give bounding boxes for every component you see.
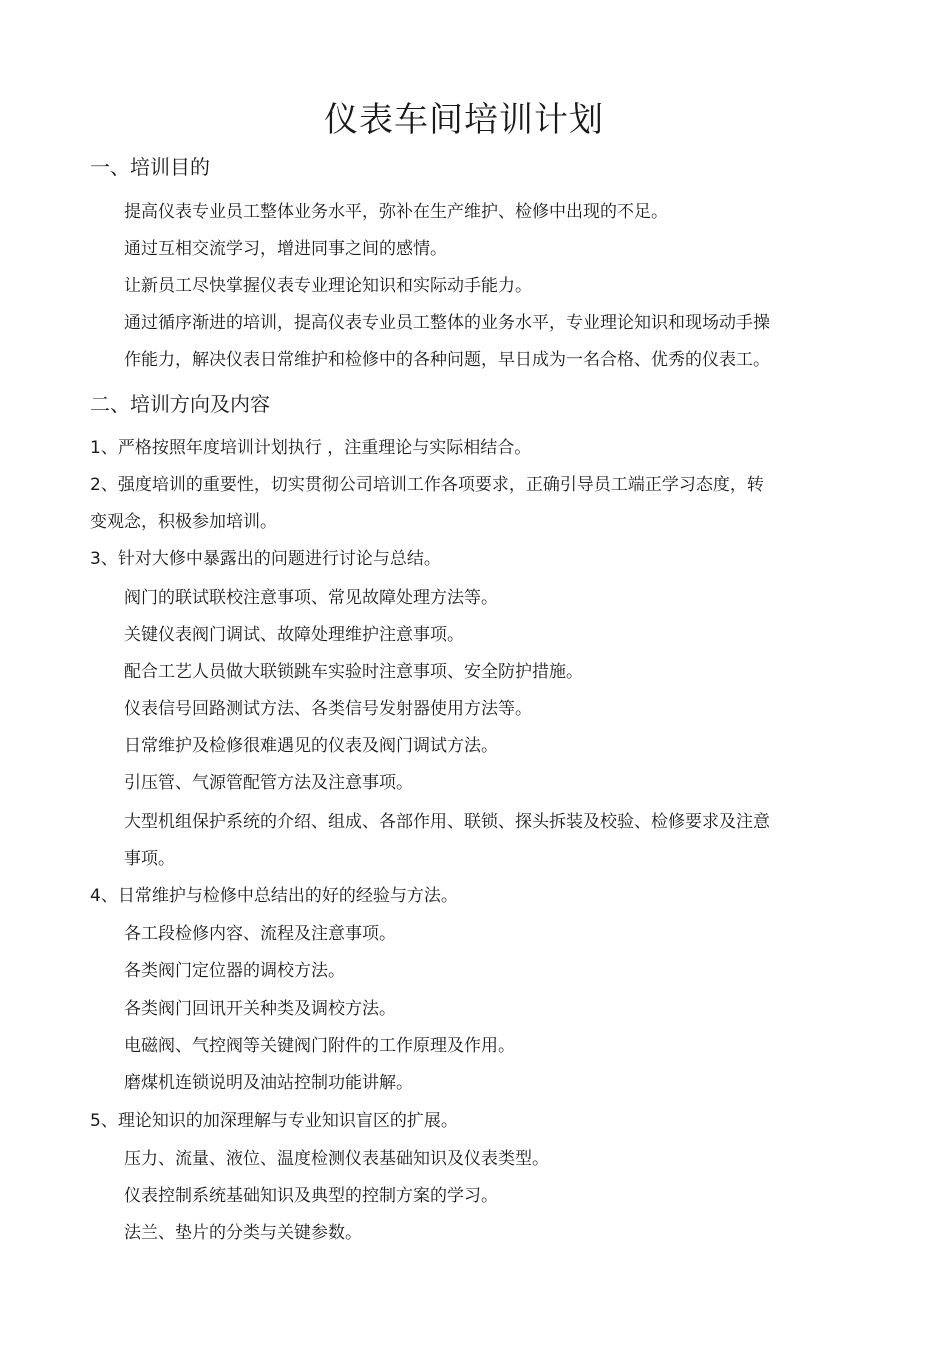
item-5-line-3: 法兰、垫片的分类与关键参数。 xyxy=(124,1223,362,1243)
item-5-line-2: 仪表控制系统基础知识及典型的控制方案的学习。 xyxy=(124,1186,498,1206)
purpose-line-1: 提高仪表专业员工整体业务水平，弥补在生产维护、检修中出现的不足。 xyxy=(124,202,668,222)
item-4-line-5: 磨煤机连锁说明及油站控制功能讲解。 xyxy=(124,1073,413,1093)
item-5-line-1: 压力、流量、液位、温度检测仪表基础知识及仪表类型。 xyxy=(124,1149,549,1169)
item-3-line-2: 关键仪表阀门调试、故障处理维护注意事项。 xyxy=(124,625,464,645)
section-heading-content: 二、培训方向及内容 xyxy=(90,392,270,416)
item-3-line-1: 阀门的联试联校注意事项、常见故障处理方法等。 xyxy=(124,588,498,608)
item-4-line-3: 各类阀门回讯开关种类及调校方法。 xyxy=(124,999,396,1019)
item-3-line-7: 大型机组保护系统的介绍、组成、各部作用、联锁、探头拆装及校验、检修要求及注意 xyxy=(124,812,770,832)
content-item-2-line-2: 变观念，积极参加培训。 xyxy=(90,512,277,532)
purpose-line-3: 让新员工尽快掌握仪表专业理论知识和实际动手能力。 xyxy=(124,276,532,296)
item-3-line-4: 仪表信号回路测试方法、各类信号发射器使用方法等。 xyxy=(124,699,532,719)
section-heading-purpose: 一、培训目的 xyxy=(90,155,210,179)
purpose-line-5: 作能力，解决仪表日常维护和检修中的各种问题，早日成为一名合格、优秀的仪表工。 xyxy=(124,350,770,370)
item-3-line-3: 配合工艺人员做大联锁跳车实验时注意事项、安全防护措施。 xyxy=(124,662,583,682)
item-3-line-6: 引压管、气源管配管方法及注意事项。 xyxy=(124,773,413,793)
content-item-2-line-1: 2、强度培训的重要性，切实贯彻公司培训工作各项要求，正确引导员工端正学习态度，转 xyxy=(90,475,764,495)
content-item-5-heading: 5、理论知识的加深理解与专业知识盲区的扩展。 xyxy=(90,1111,458,1131)
purpose-line-4: 通过循序渐进的培训，提高仪表专业员工整体的业务水平，专业理论知识和现场动手操 xyxy=(124,313,770,333)
item-4-line-2: 各类阀门定位器的调校方法。 xyxy=(124,961,345,981)
item-3-line-8: 事项。 xyxy=(124,849,175,869)
item-3-line-5: 日常维护及检修很难遇见的仪表及阀门调试方法。 xyxy=(124,736,498,756)
content-item-3-heading: 3、针对大修中暴露出的问题进行讨论与总结。 xyxy=(90,549,441,569)
document-title: 仪表车间培训计划 xyxy=(324,100,604,140)
content-item-1: 1、严格按照年度培训计划执行 ，注重理论与实际相结合。 xyxy=(90,438,532,458)
item-4-line-4: 电磁阀、气控阀等关键阀门附件的工作原理及作用。 xyxy=(124,1036,515,1056)
item-4-line-1: 各工段检修内容、流程及注意事项。 xyxy=(124,924,396,944)
purpose-line-2: 通过互相交流学习，增进同事之间的感情。 xyxy=(124,239,447,259)
content-item-4-heading: 4、日常维护与检修中总结出的好的经验与方法。 xyxy=(90,886,458,906)
